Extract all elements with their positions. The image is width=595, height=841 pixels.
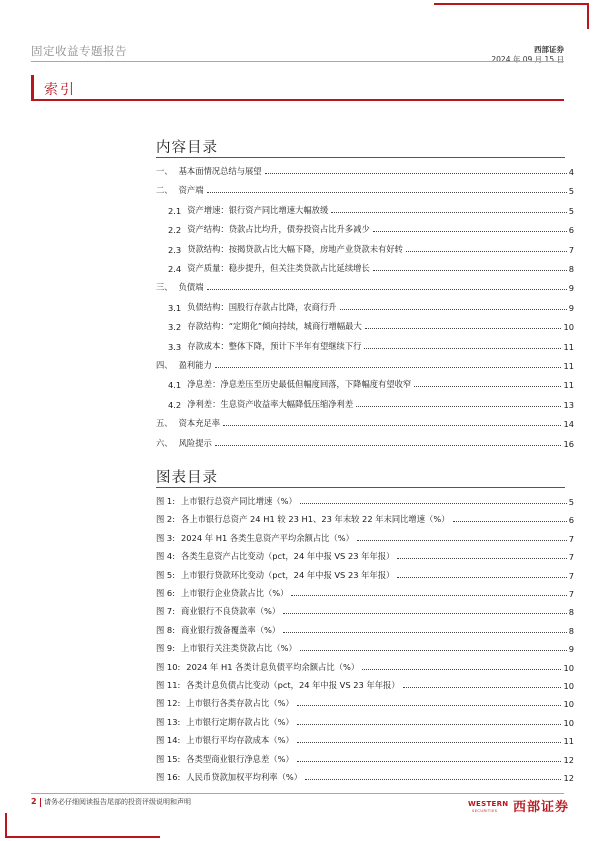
- figure-number: 图 1:: [156, 496, 176, 506]
- company-logo-chinese: 西部证券: [513, 800, 570, 815]
- figure-page: 10: [563, 699, 574, 710]
- figure-row[interactable]: [156, 677, 574, 691]
- figure-label: 2024 年 H1 各类计息负债平均余额占比（%）: [186, 661, 360, 672]
- corner-mark-top-right-h: [434, 3, 589, 5]
- toc-row[interactable]: [168, 260, 574, 274]
- toc-label: 风险提示: [178, 437, 212, 448]
- figure-label: 商业银行拨备覆盖率（%）: [181, 624, 281, 635]
- toc-number: 2.1: [168, 205, 182, 216]
- figure-number: 图 4:: [156, 551, 176, 562]
- figure-row[interactable]: [156, 714, 574, 728]
- figure-row[interactable]: [156, 530, 574, 544]
- toc-row[interactable]: [168, 338, 574, 352]
- figure-number: 图 11:: [156, 680, 181, 690]
- toc-label: 资本充足率: [178, 418, 221, 429]
- figure-leader: [397, 577, 566, 578]
- contents-title-rule: [156, 157, 565, 158]
- toc-label: 存款成本：整体下降，预计下半年有望继续下行: [187, 340, 362, 351]
- toc-leader: [215, 367, 562, 368]
- figure-page: 5: [568, 497, 574, 507]
- toc-number: 五、: [156, 418, 173, 429]
- toc-row[interactable]: [168, 376, 574, 390]
- toc-row[interactable]: [168, 202, 574, 216]
- toc-leader: [356, 406, 561, 407]
- toc-page: 8: [568, 264, 574, 274]
- figure-page: 7: [568, 533, 574, 544]
- figure-leader: [305, 779, 561, 780]
- toc-number: 4.2: [168, 399, 182, 410]
- toc-page: 16: [563, 438, 574, 449]
- figure-number: 图 12:: [156, 698, 181, 709]
- toc-label: 负债端: [178, 282, 204, 293]
- toc-label: 净利差：生息资产收益率大幅降低压缩净利差: [187, 398, 354, 409]
- figure-row[interactable]: [156, 640, 574, 654]
- figure-number: 图 8:: [156, 624, 176, 635]
- toc-number: 三、: [156, 282, 173, 293]
- figure-leader: [291, 595, 566, 596]
- figure-row[interactable]: [156, 732, 574, 746]
- toc-page: 4: [568, 167, 574, 177]
- figure-leader: [297, 705, 562, 706]
- figure-leader: [362, 669, 561, 670]
- report-type: 固定收益专题报告: [31, 44, 127, 58]
- toc-page: 11: [563, 361, 574, 371]
- toc-leader: [331, 212, 566, 213]
- toc-row[interactable]: [156, 435, 574, 449]
- figure-leader: [357, 540, 567, 541]
- figure-row[interactable]: [156, 751, 574, 765]
- toc-leader: [365, 328, 562, 329]
- footer-disclaimer: 请务必仔细阅读报告尾部的投资评级说明和声明: [44, 798, 191, 806]
- toc-leader: [207, 192, 567, 193]
- figure-page: 10: [563, 662, 574, 673]
- toc-leader: [364, 348, 561, 349]
- figure-leader: [300, 650, 567, 651]
- figures-title: 图表目录: [156, 470, 218, 486]
- toc-row[interactable]: [168, 299, 574, 313]
- toc-page: 9: [568, 302, 574, 313]
- figure-row[interactable]: [156, 603, 574, 617]
- toc-page: 11: [563, 341, 574, 352]
- figure-leader: [300, 503, 567, 504]
- figure-label: 各类计息负债占比变动（pct，24 年中报 VS 23 年年报）: [186, 680, 400, 690]
- section-header: [31, 75, 564, 101]
- figure-row[interactable]: [156, 585, 574, 599]
- toc-page: 9: [568, 283, 574, 294]
- figure-number: 图 6:: [156, 588, 176, 598]
- toc-page: 6: [568, 225, 574, 236]
- company-logo-sub: SECURITIES: [472, 809, 498, 813]
- toc-leader: [265, 173, 567, 174]
- toc-number: 2.4: [168, 264, 182, 274]
- figure-page: 6: [568, 515, 574, 526]
- figure-leader: [397, 558, 566, 559]
- figure-label: 各类生息资产占比变动（pct，24 年中报 VS 23 年年报）: [181, 551, 395, 562]
- header-divider: [31, 61, 564, 62]
- figure-number: 图 2:: [156, 514, 176, 525]
- toc-number: 2.2: [168, 225, 182, 236]
- figure-row[interactable]: [156, 622, 574, 636]
- toc-number: 二、: [156, 185, 173, 196]
- figure-number: 图 9:: [156, 643, 176, 654]
- figure-leader: [283, 632, 567, 633]
- contents-title: 内容目录: [156, 140, 218, 156]
- figure-page: 11: [563, 736, 574, 747]
- toc-row[interactable]: [168, 221, 574, 235]
- figure-label: 上市银行平均存款成本（%）: [186, 735, 294, 746]
- toc-row[interactable]: [156, 357, 574, 371]
- toc-label: 基本面情况总结与展望: [178, 166, 262, 176]
- figure-leader: [453, 521, 567, 522]
- toc-leader: [373, 270, 567, 271]
- toc-page: 14: [563, 419, 574, 430]
- figure-label: 商业银行不良贷款率（%）: [181, 606, 281, 617]
- toc-leader: [373, 231, 567, 232]
- figure-number: 图 14:: [156, 735, 181, 746]
- toc-row[interactable]: [168, 318, 574, 332]
- page-number: 2: [31, 797, 37, 806]
- toc-leader: [207, 289, 567, 290]
- figure-page: 10: [563, 717, 574, 728]
- figure-label: 人民币贷款加权平均利率（%）: [186, 772, 303, 782]
- figure-label: 上市银行关注类贷款占比（%）: [181, 643, 297, 654]
- figure-page: 9: [568, 644, 574, 655]
- toc-number: 4.1: [168, 380, 182, 391]
- company-logo-english: WESTERN: [468, 800, 509, 808]
- toc-label: 贷款结构：按揭贷款占比大幅下降，房地产业贷款未有好转: [187, 243, 403, 254]
- figure-label: 上市银行贷款环比变动（pct，24 年中报 VS 23 年年报）: [181, 569, 395, 580]
- toc-label: 资产增速：银行资产同比增速大幅放缓: [187, 204, 329, 215]
- figure-leader: [283, 613, 567, 614]
- figure-label: 2024 年 H1 各类生息资产平均余额占比（%）: [181, 532, 354, 543]
- header-company: 西部证券: [534, 45, 564, 54]
- toc-label: 资产结构：贷款占比均升，债券投资占比升多减少: [187, 224, 370, 235]
- figure-label: 各类型商业银行净息差（%）: [186, 753, 294, 764]
- toc-label: 资产质量：稳步提升，但关注类贷款占比延续增长: [187, 263, 370, 273]
- toc-page: 13: [563, 399, 574, 410]
- toc-leader: [215, 445, 562, 446]
- toc-page: 7: [568, 244, 574, 255]
- section-underline: [31, 99, 564, 101]
- figure-page: 7: [568, 570, 574, 581]
- figure-label: 上市银行企业贷款占比（%）: [181, 588, 289, 598]
- figure-label: 上市银行定期存款占比（%）: [186, 716, 294, 727]
- figure-number: 图 10:: [156, 661, 181, 672]
- figure-leader: [297, 724, 562, 725]
- figure-leader: [297, 742, 562, 743]
- figure-row[interactable]: [156, 511, 574, 525]
- toc-row[interactable]: [168, 396, 574, 410]
- toc-number: 四、: [156, 360, 173, 370]
- figure-number: 图 5:: [156, 569, 176, 580]
- toc-leader: [340, 309, 567, 310]
- figure-page: 7: [568, 552, 574, 563]
- figure-page: 8: [568, 625, 574, 636]
- toc-row[interactable]: [168, 241, 574, 255]
- toc-page: 10: [563, 322, 574, 333]
- toc-row[interactable]: [156, 415, 574, 429]
- corner-mark-top-right-v: [587, 3, 589, 29]
- figure-row[interactable]: [156, 567, 574, 581]
- toc-label: 资产端: [178, 185, 204, 196]
- figure-row[interactable]: [156, 695, 574, 709]
- toc-number: 3.2: [168, 322, 182, 333]
- figure-leader: [403, 687, 562, 688]
- figure-page: 10: [563, 681, 574, 691]
- corner-mark-bottom-left-v: [5, 813, 7, 838]
- toc-number: 3.1: [168, 302, 182, 313]
- figure-label: 上市银行总资产同比增速（%）: [181, 496, 297, 506]
- figure-number: 图 16:: [156, 772, 181, 782]
- toc-leader: [406, 251, 567, 252]
- figure-page: 7: [568, 589, 574, 599]
- figure-row[interactable]: [156, 493, 574, 507]
- toc-label: 净息差：净息差压至历史最低但幅度回落，下降幅度有望收窄: [187, 379, 412, 390]
- footer-divider: [31, 793, 564, 794]
- figures-title-rule: [156, 487, 565, 488]
- toc-row[interactable]: [156, 182, 574, 196]
- toc-row[interactable]: [156, 279, 574, 293]
- toc-leader: [414, 386, 561, 387]
- figure-page: 8: [568, 607, 574, 618]
- toc-row[interactable]: [156, 163, 574, 177]
- corner-mark-bottom-left-h: [5, 836, 160, 838]
- section-accent-bar: [31, 75, 34, 101]
- header-date: 2024 年 09 月 15 日: [491, 55, 564, 64]
- toc-number: 六、: [156, 437, 173, 448]
- figure-number: 图 7:: [156, 606, 176, 617]
- toc-leader: [223, 425, 561, 426]
- figure-number: 图 3:: [156, 532, 176, 543]
- toc-label: 负债结构：国股行存款占比降，农商行升: [187, 301, 337, 312]
- figure-number: 图 15:: [156, 753, 181, 764]
- toc-label: 盈利能力: [178, 360, 212, 370]
- toc-number: 一、: [156, 166, 173, 176]
- footer-separator: [40, 798, 41, 807]
- figure-label: 各上市银行总资产 24 H1 较 23 H1、23 年末较 22 年末同比增速（%）: [181, 514, 450, 525]
- toc-page: 5: [568, 205, 574, 216]
- figure-row[interactable]: [156, 548, 574, 562]
- figure-leader: [297, 761, 562, 762]
- toc-number: 3.3: [168, 341, 182, 352]
- figure-number: 图 13:: [156, 716, 181, 727]
- figure-page: 12: [563, 773, 574, 783]
- toc-page: 5: [568, 186, 574, 197]
- toc-label: 存款结构：“定期化”倾向持续，城商行增幅最大: [187, 321, 362, 332]
- section-title: 索引: [44, 82, 76, 98]
- figure-row[interactable]: [156, 769, 574, 783]
- toc-page: 11: [563, 380, 574, 391]
- figure-row[interactable]: [156, 659, 574, 673]
- toc-number: 2.3: [168, 244, 182, 255]
- figure-label: 上市银行各类存款占比（%）: [186, 698, 294, 709]
- figure-page: 12: [563, 754, 574, 765]
